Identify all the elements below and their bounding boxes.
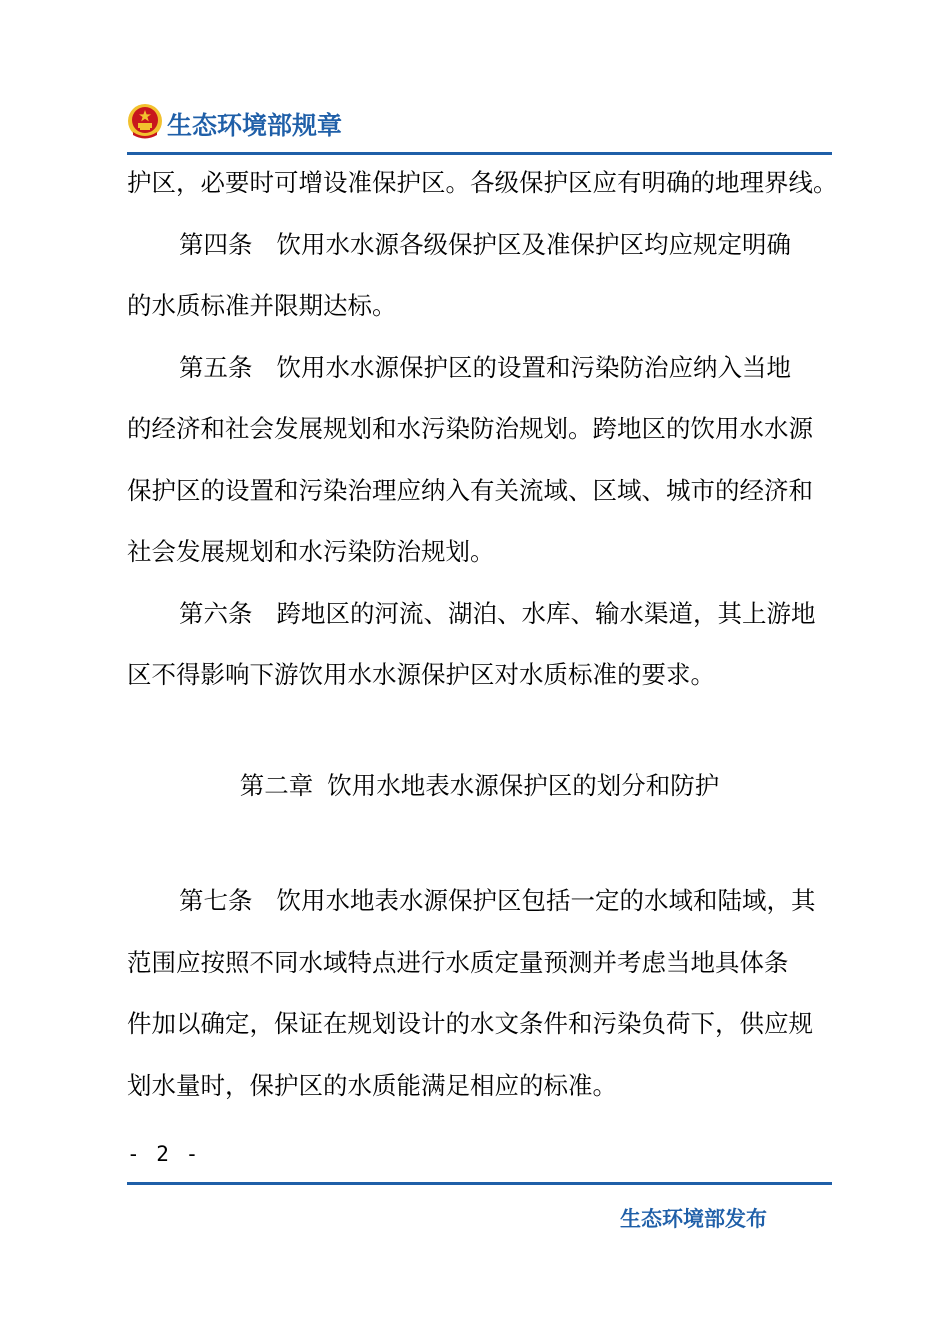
article-number: 第六条 [179,598,253,628]
article-5-line-3: 保护区的设置和污染治理应纳入有关流域、区域、城市的经济和 [127,475,813,505]
chapter-heading [127,760,832,812]
article-6-line-2: 区不得影响下游饮用水水源保护区对水质标准的要求。 [127,660,715,689]
article-4-line-1 [127,214,837,276]
article-7-line-3: 件加以确定，保证在规划设计的水文条件和污染负荷下，供应规 [127,1009,813,1038]
article-6-line-1 [127,583,837,645]
chapter-number: 第二章 [239,771,314,800]
article-text: 饮用水水源保护区的设置和污染防治应纳入当地 [276,352,791,382]
article-text: 跨地区的河流、湖泊、水库、输水渠道，其上游地 [276,598,816,628]
article-text: 饮用水水源各级保护区及准保护区均应规定明确 [276,229,791,259]
header-title: 生态环境部规章 [167,111,343,140]
article-number: 第四条 [179,229,253,259]
article-7-line-4: 划水量时，保护区的水质能满足相应的标准。 [127,1070,617,1100]
article-number: 第七条 [179,886,253,915]
article-5-line-1 [127,337,837,399]
article-5-line-4: 社会发展规划和水污染防治规划。 [127,537,495,566]
document-header [127,100,832,146]
paragraph-continuation: 护区，必要时可增设准保护区。各级保护区应有明确的地理界线。 [127,168,838,197]
body-text-lower [127,870,837,1116]
body-text-upper [127,152,837,706]
page-number: - 2 - [127,1142,201,1166]
article-7-line-1 [127,870,837,932]
national-emblem-icon [127,102,163,140]
article-text: 饮用水地表水源保护区包括一定的水域和陆域，其 [276,886,816,915]
footer-divider [127,1182,832,1185]
article-number: 第五条 [179,352,253,382]
chapter-title: 饮用水地表水源保护区的划分和防护 [327,771,720,800]
footer-publisher: 生态环境部发布 [620,1207,767,1231]
article-4-line-2: 的水质标准并限期达标。 [127,291,397,320]
article-7-line-2: 范围应按照不同水域特点进行水质定量预测并考虑当地具体条 [127,947,789,977]
article-5-line-2: 的经济和社会发展规划和水污染防治规划。跨地区的饮用水水源 [127,414,813,443]
